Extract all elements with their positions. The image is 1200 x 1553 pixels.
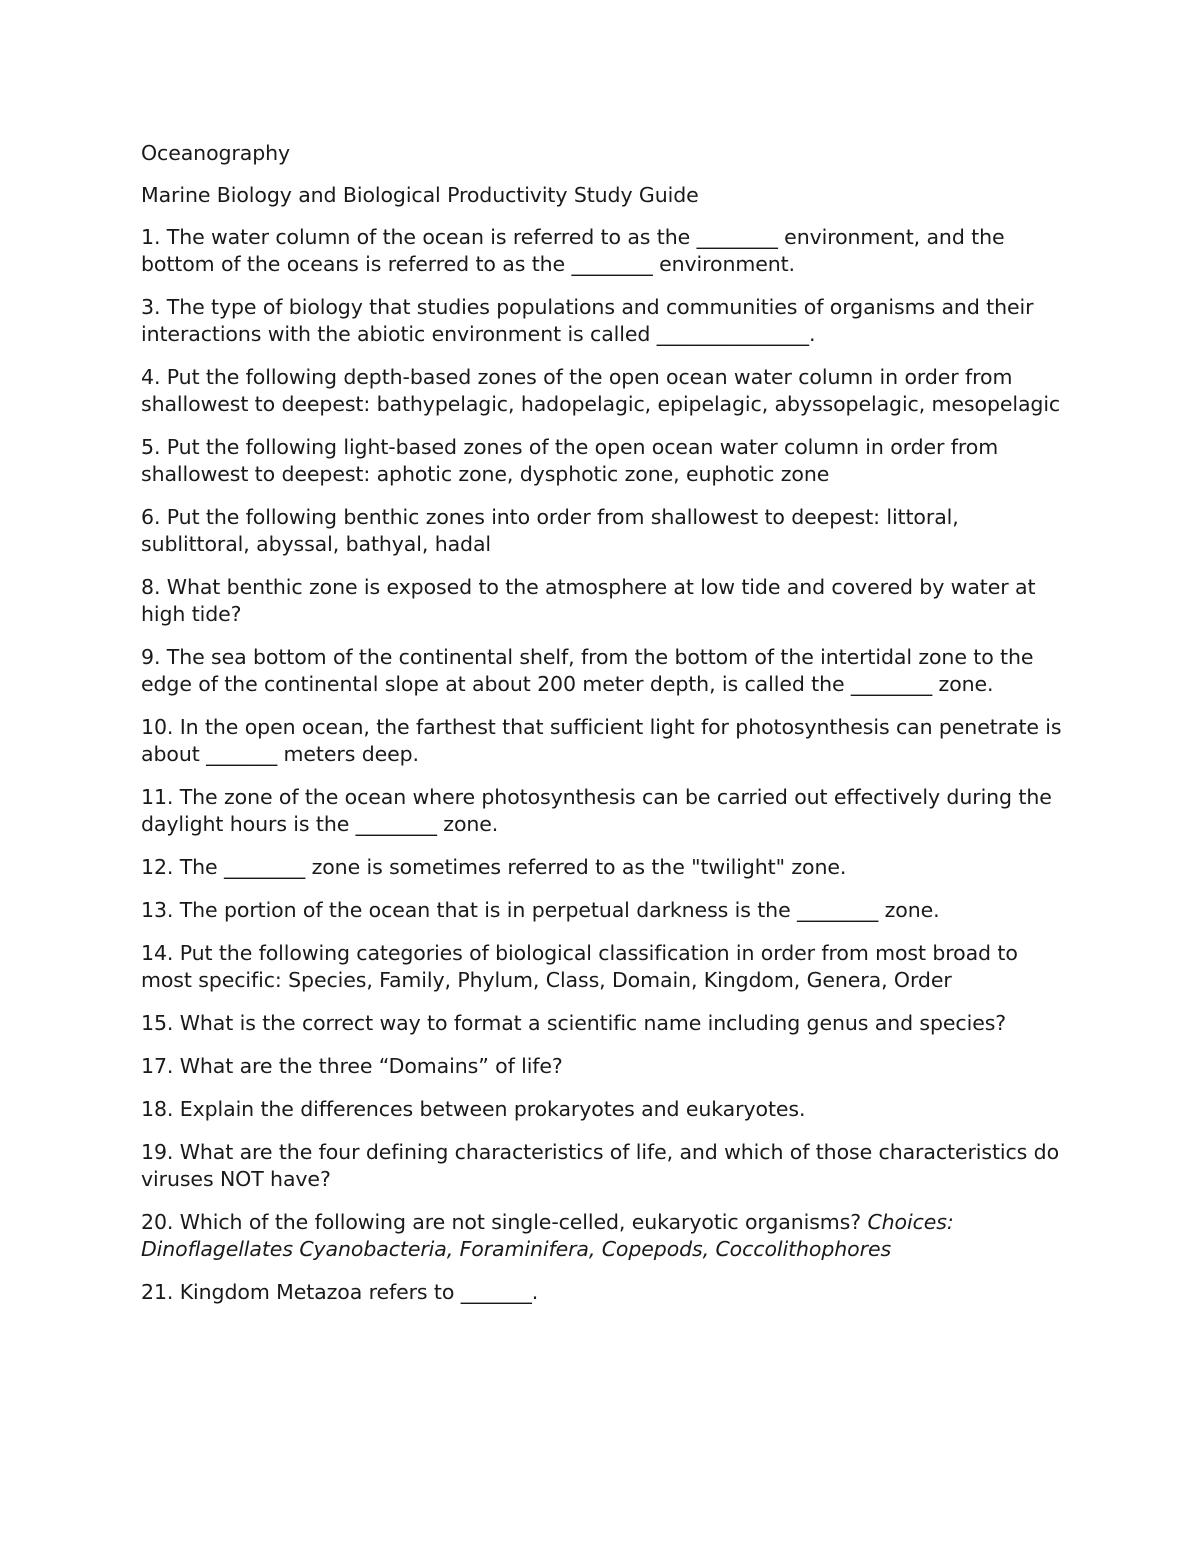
- question-text: 5. Put the following light-based zones of the open ocean water column in order from shallowest to deepest: aphotic zone, dysphotic zone, euphotic zone: [141, 435, 999, 486]
- question-text: 20. Which of the following are not single-celled, eukaryotic organisms?: [141, 1210, 868, 1234]
- document-title: Oceanography: [141, 141, 291, 165]
- question-14: [141, 940, 1066, 994]
- document-subtitle: Marine Biology and Biological Productivity Study Guide: [141, 183, 699, 207]
- question-17: [141, 1053, 1066, 1080]
- question-21: [141, 1279, 1066, 1306]
- question-20: [141, 1209, 1066, 1263]
- question-6: [141, 504, 1066, 558]
- question-10: [141, 714, 1066, 768]
- question-text: 19. What are the four defining characteristics of life, and which of those characteristics do viruses NOT have?: [141, 1140, 1060, 1191]
- question-8: [141, 574, 1066, 628]
- question-text-with-choices: [141, 1209, 1066, 1263]
- question-19: [141, 1139, 1066, 1193]
- question-text: 21. Kingdom Metazoa refers to _______.: [141, 1280, 539, 1304]
- question-text: 11. The zone of the ocean where photosynthesis can be carried out effectively during the daylight hours is the ________ zone.: [141, 785, 1052, 836]
- question-9: [141, 644, 1066, 698]
- question-4: [141, 364, 1066, 418]
- question-text: 15. What is the correct way to format a scientific name including genus and species?: [141, 1011, 1007, 1035]
- question-3: [141, 294, 1066, 348]
- question-text: 9. The sea bottom of the continental shelf, from the bottom of the intertidal zone to the edge of the continental slope at about 200 meter depth, is called the ________ zone.: [141, 645, 1034, 696]
- question-13: [141, 897, 1066, 924]
- question-text: 18. Explain the differences between prokaryotes and eukaryotes.: [141, 1097, 806, 1121]
- question-text: 12. The ________ zone is sometimes referred to as the "twilight" zone.: [141, 855, 847, 879]
- question-1: [141, 224, 1066, 278]
- question-text: 6. Put the following benthic zones into order from shallowest to deepest: littoral, sublittoral, abyssal, bathyal, hadal: [141, 505, 959, 556]
- question-text: 4. Put the following depth-based zones of the open ocean water column in order from shallowest to deepest: bathypelagic, hadopelagic, epipelagic, abyssopelagic, mesopelagic: [141, 365, 1061, 416]
- question-text: 13. The portion of the ocean that is in perpetual darkness is the ________ zone.: [141, 898, 940, 922]
- question-text: 1. The water column of the ocean is referred to as the ________ environment, and the bottom of the oceans is referred to as the ________ environment.: [141, 225, 1005, 276]
- question-15: [141, 1010, 1066, 1037]
- choices-text: Choices: Dinoflagellates Cyanobacteria, Foraminifera, Copepods, Coccolithophores: [141, 1210, 954, 1261]
- question-text: 14. Put the following categories of biological classification in order from most broad to most specific: Species, Family, Phylum, Class, Domain, Kingdom, Genera, Order: [141, 941, 1018, 992]
- question-text: 10. In the open ocean, the farthest that sufficient light for photosynthesis can penetrate is about _______ meters deep.: [141, 715, 1062, 766]
- question-text: 8. What benthic zone is exposed to the atmosphere at low tide and covered by water at high tide?: [141, 575, 1036, 626]
- question-text: 17. What are the three “Domains” of life?: [141, 1054, 563, 1078]
- question-18: [141, 1096, 1066, 1123]
- question-12: [141, 854, 1066, 881]
- question-11: [141, 784, 1066, 838]
- question-5: [141, 434, 1066, 488]
- question-text: 3. The type of biology that studies populations and communities of organisms and their interactions with the abiotic environment is called _______________.: [141, 295, 1034, 346]
- study-guide-page: [141, 140, 1066, 1322]
